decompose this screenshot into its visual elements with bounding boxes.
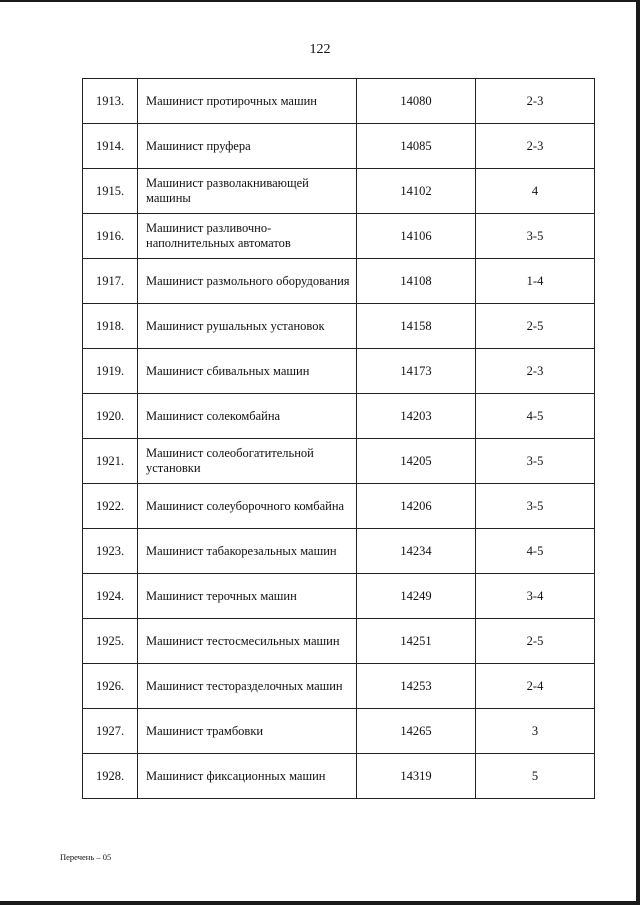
profession-code: 14085 bbox=[357, 124, 476, 169]
grade-range: 3-5 bbox=[476, 214, 595, 259]
profession-code: 14203 bbox=[357, 394, 476, 439]
profession-code: 14106 bbox=[357, 214, 476, 259]
page-number: 122 bbox=[309, 42, 331, 57]
row-number: 1915. bbox=[83, 169, 138, 214]
scan-border-top bbox=[0, 0, 640, 2]
grade-range: 3-5 bbox=[476, 439, 595, 484]
profession-name: Машинист размольного оборудования bbox=[138, 259, 357, 304]
row-number: 1923. bbox=[83, 529, 138, 574]
grade-range: 2-5 bbox=[476, 304, 595, 349]
profession-code: 14319 bbox=[357, 754, 476, 799]
profession-code: 14173 bbox=[357, 349, 476, 394]
grade-range: 3-5 bbox=[476, 484, 595, 529]
table-row bbox=[83, 439, 595, 484]
profession-name: Машинист солеуборочного комбайна bbox=[138, 484, 357, 529]
scan-border-bottom bbox=[0, 901, 640, 905]
row-number: 1916. bbox=[83, 214, 138, 259]
row-number: 1928. bbox=[83, 754, 138, 799]
page-footer: Перечень – 05 bbox=[60, 852, 112, 862]
grade-range: 3 bbox=[476, 709, 595, 754]
profession-name: Машинист табакорезальных машин bbox=[138, 529, 357, 574]
row-number: 1926. bbox=[83, 664, 138, 709]
row-number: 1917. bbox=[83, 259, 138, 304]
profession-code: 14102 bbox=[357, 169, 476, 214]
table-row bbox=[83, 619, 595, 664]
profession-name: Машинист тесторазделочных машин bbox=[138, 664, 357, 709]
scan-border-right bbox=[636, 0, 640, 905]
table-row bbox=[83, 214, 595, 259]
table-row bbox=[83, 349, 595, 394]
grade-range: 2-4 bbox=[476, 664, 595, 709]
table-row bbox=[83, 79, 595, 124]
row-number: 1914. bbox=[83, 124, 138, 169]
table-row bbox=[83, 259, 595, 304]
profession-code: 14234 bbox=[357, 529, 476, 574]
row-number: 1921. bbox=[83, 439, 138, 484]
table-row bbox=[83, 754, 595, 799]
profession-name: Машинист трамбовки bbox=[138, 709, 357, 754]
row-number: 1918. bbox=[83, 304, 138, 349]
profession-code: 14158 bbox=[357, 304, 476, 349]
row-number: 1919. bbox=[83, 349, 138, 394]
profession-name: Машинист рушальных установок bbox=[138, 304, 357, 349]
professions-table bbox=[82, 78, 595, 799]
grade-range: 2-3 bbox=[476, 124, 595, 169]
profession-name: Машинист протирочных машин bbox=[138, 79, 357, 124]
table-row bbox=[83, 709, 595, 754]
grade-range: 2-5 bbox=[476, 619, 595, 664]
profession-code: 14249 bbox=[357, 574, 476, 619]
grade-range: 2-3 bbox=[476, 79, 595, 124]
profession-code: 14205 bbox=[357, 439, 476, 484]
profession-code: 14080 bbox=[357, 79, 476, 124]
profession-name: Машинист разливочно-наполнительных автоматов bbox=[138, 214, 357, 259]
grade-range: 5 bbox=[476, 754, 595, 799]
profession-name: Машинист пруфера bbox=[138, 124, 357, 169]
row-number: 1920. bbox=[83, 394, 138, 439]
profession-code: 14108 bbox=[357, 259, 476, 304]
profession-code: 14206 bbox=[357, 484, 476, 529]
profession-name: Машинист солекомбайна bbox=[138, 394, 357, 439]
grade-range: 2-3 bbox=[476, 349, 595, 394]
row-number: 1924. bbox=[83, 574, 138, 619]
grade-range: 4-5 bbox=[476, 529, 595, 574]
profession-name: Машинист терочных машин bbox=[138, 574, 357, 619]
table-row bbox=[83, 169, 595, 214]
profession-name: Машинист тестосмесильных машин bbox=[138, 619, 357, 664]
profession-name: Машинист сбивальных машин bbox=[138, 349, 357, 394]
profession-name: Машинист солеобогатительной установки bbox=[138, 439, 357, 484]
grade-range: 3-4 bbox=[476, 574, 595, 619]
grade-range: 4-5 bbox=[476, 394, 595, 439]
profession-code: 14251 bbox=[357, 619, 476, 664]
table-row bbox=[83, 664, 595, 709]
table-row bbox=[83, 529, 595, 574]
table-row bbox=[83, 394, 595, 439]
profession-code: 14253 bbox=[357, 664, 476, 709]
table-row bbox=[83, 484, 595, 529]
table-row bbox=[83, 124, 595, 169]
table-row bbox=[83, 574, 595, 619]
row-number: 1922. bbox=[83, 484, 138, 529]
profession-name: Машинист фиксационных машин bbox=[138, 754, 357, 799]
grade-range: 4 bbox=[476, 169, 595, 214]
row-number: 1913. bbox=[83, 79, 138, 124]
profession-code: 14265 bbox=[357, 709, 476, 754]
row-number: 1927. bbox=[83, 709, 138, 754]
table-row bbox=[83, 304, 595, 349]
row-number: 1925. bbox=[83, 619, 138, 664]
table-body bbox=[83, 79, 595, 799]
grade-range: 1-4 bbox=[476, 259, 595, 304]
profession-name: Машинист разволакнивающей машины bbox=[138, 169, 357, 214]
